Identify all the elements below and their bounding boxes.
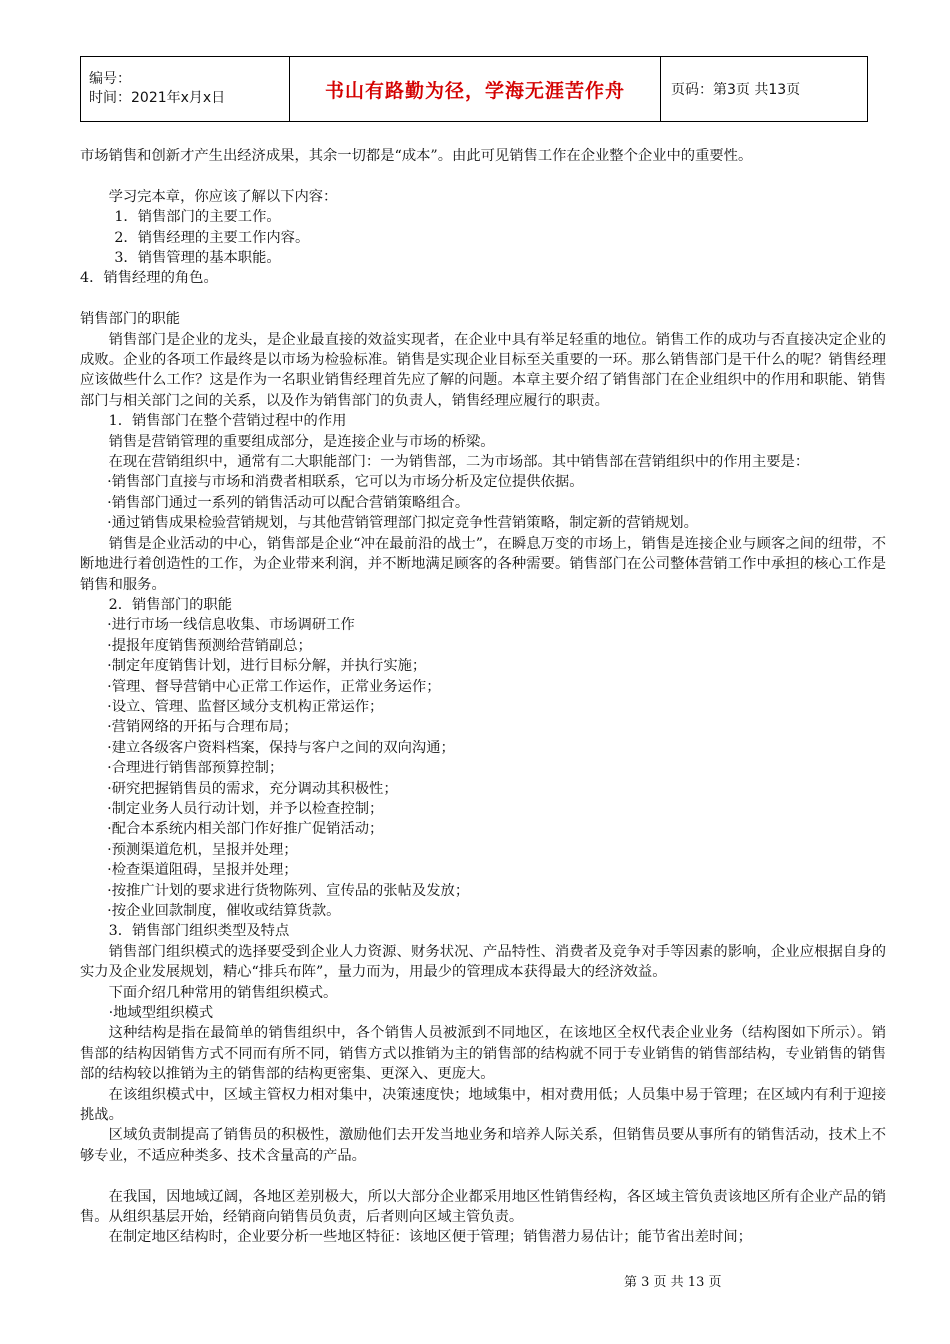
- paragraph: 3．销售部门组织类型及特点: [108, 923, 290, 940]
- paragraph: ·预测渠道危机，呈报并处理；: [107, 841, 298, 858]
- paragraph: 4．销售经理的角色。: [80, 270, 218, 287]
- time-label: 时间：2021年x月x日: [89, 90, 226, 106]
- paragraph: ·销售部门通过一系列的销售活动可以配合营销策略组合。: [107, 494, 470, 511]
- paragraph: ·制定业务人员行动计划，并予以检查控制；: [107, 800, 384, 817]
- header-motto: 书山有路勤为径，学海无涯苦作舟: [290, 57, 661, 122]
- paragraph: ·按企业回款制度，催收或结算货款。: [107, 903, 341, 919]
- paragraph: ·按推广计划的要求进行货物陈列、宣传品的张帖及发放；: [107, 882, 470, 899]
- paragraph: 在制定地区结构时，企业要分析一些地区特征：该地区便于管理；销售潜力易估计；能节省出差时间；: [108, 1229, 752, 1246]
- number-label: 编号：: [89, 71, 131, 87]
- blank-line: [80, 1166, 886, 1186]
- paragraph: 2．销售部门的职能: [108, 596, 233, 613]
- paragraph: 销售部门是企业的龙头，是企业最直接的效益实现者，在企业中具有举足轻重的地位。销售工作的成功与否直接决定企业的成败。企业的各项工作最终是以市场为检验标准。销售是实现企业目标至关重要的一环。那么销售部门是干什么的呢？销售经理应该做些什么工作？这是作为一名职业销售经理首先应了解的问题。本章主要介绍了销售部门在企业组织中的作用和职能、销售部门与相关部门之间的关系，以及作为销售部门的负责人，销售经理应履行的职责。: [80, 331, 886, 409]
- paragraph: 销售是营销管理的重要组成部分，是连接企业与市场的桥梁。: [108, 433, 495, 450]
- paragraph: ·检查渠道阻碍，呈报并处理；: [107, 862, 298, 879]
- header-meta-cell: [81, 57, 290, 122]
- paragraph: 这种结构是指在最简单的销售组织中，各个销售人员被派到不同地区，在该地区全权代表企业业务（结构图如下所示）。销售部的结构因销售方式不同而有所不同，销售方式以推销为主的销售部的结构就不同于专业销售的销售部结构，专业销售的销售部的结构较以推销为主的销售部的结构更密集、更深入、更庞大。: [80, 1025, 886, 1083]
- paragraph: 1．销售部门在整个营销过程中的作用: [108, 413, 347, 430]
- paragraph: ·提报年度销售预测给营销副总；: [107, 637, 312, 654]
- paragraph: 市场销售和创新才产生出经济成果，其余一切都是“成本”。由此可见销售工作在企业整个企业中的重要性。: [80, 148, 753, 164]
- page-footer: 第 3 页 共 13 页: [624, 1275, 722, 1290]
- paragraph: ·销售部门直接与市场和消费者相联系，它可以为市场分析及定位提供依据。: [107, 474, 584, 491]
- paragraph: 2．销售经理的主要工作内容。: [114, 229, 310, 246]
- paragraph: 区域负责制提高了销售员的积极性，激励他们去开发当地业务和培养人际关系，但销售员要从事所有的销售活动，技术上不够专业，不适应种类多、技术含量高的产品。: [80, 1127, 886, 1164]
- paragraph: ·设立、管理、监督区域分支机构正常运作；: [107, 698, 384, 715]
- header-table: [80, 56, 868, 122]
- paragraph: 销售部门的职能: [80, 311, 181, 328]
- document-body: [80, 146, 886, 1248]
- paragraph: 销售是企业活动的中心，销售部是企业“冲在最前沿的战士”，在瞬息万变的市场上，销售是连接企业与顾客之间的纽带，不断地进行着创造性的工作，为企业带来利润，并不断地满足顾客的各种需要。销售部门在公司整体营销工作中承担的核心工作是销售和服务。: [80, 535, 886, 593]
- paragraph: ·进行市场一线信息收集、市场调研工作: [107, 617, 355, 634]
- paragraph: 在我国，因地域辽阔，各地区差别极大，所以大部分企业都采用地区性销售经构，各区域主管负责该地区所有企业产品的销售。从组织基层开始，经销商向销售员负责，后者则向区域主管负责。: [80, 1188, 886, 1226]
- paragraph: ·管理、督导营销中心正常工作运作，正常业务运作；: [107, 678, 441, 695]
- paragraph: 在现在营销组织中，通常有二大职能部门：一为销售部，二为市场部。其中销售部在营销组织中的作用主要是：: [108, 454, 810, 471]
- paragraph: ·研究把握销售员的需求，充分调动其积极性；: [107, 780, 398, 797]
- paragraph: ·通过销售成果检验营销规划，与其他营销管理部门拟定竞争性营销策略，制定新的营销规划。: [107, 515, 698, 532]
- paragraph: 销售部门组织模式的选择要受到企业人力资源、财务状况、产品特性、消费者及竞争对手等因素的影响，企业应根据自身的实力及企业发展规划，精心“排兵布阵”，量力而为，用最少的管理成本获得最大的经济效益。: [80, 943, 886, 981]
- paragraph: 1．销售部门的主要工作。: [114, 209, 281, 226]
- paragraph: ·合理进行销售部预算控制；: [107, 760, 284, 777]
- blank-line: [80, 166, 886, 186]
- paragraph: 在该组织模式中，区域主管权力相对集中，决策速度快；地域集中，相对费用低；人员集中易于管理；在区域内有利于迎接挑战。: [80, 1086, 886, 1124]
- header-page-info: 页码：第3页 共13页: [661, 57, 868, 122]
- paragraph: ·建立各级客户资料档案，保持与客户之间的双向沟通；: [107, 739, 455, 756]
- paragraph: 学习完本章，你应该了解以下内容：: [108, 188, 338, 205]
- paragraph: 下面介绍几种常用的销售组织模式。: [108, 984, 338, 1001]
- paragraph: 3．销售管理的基本职能。: [114, 250, 281, 267]
- paragraph: ·营销网络的开拓与合理布局；: [107, 719, 298, 736]
- paragraph: ·地域型组织模式: [108, 1005, 214, 1022]
- paragraph: ·制定年度销售计划，进行目标分解，并执行实施；: [107, 658, 427, 675]
- blank-line: [80, 289, 886, 309]
- paragraph: ·配合本系统内相关部门作好推广促销活动；: [107, 821, 384, 838]
